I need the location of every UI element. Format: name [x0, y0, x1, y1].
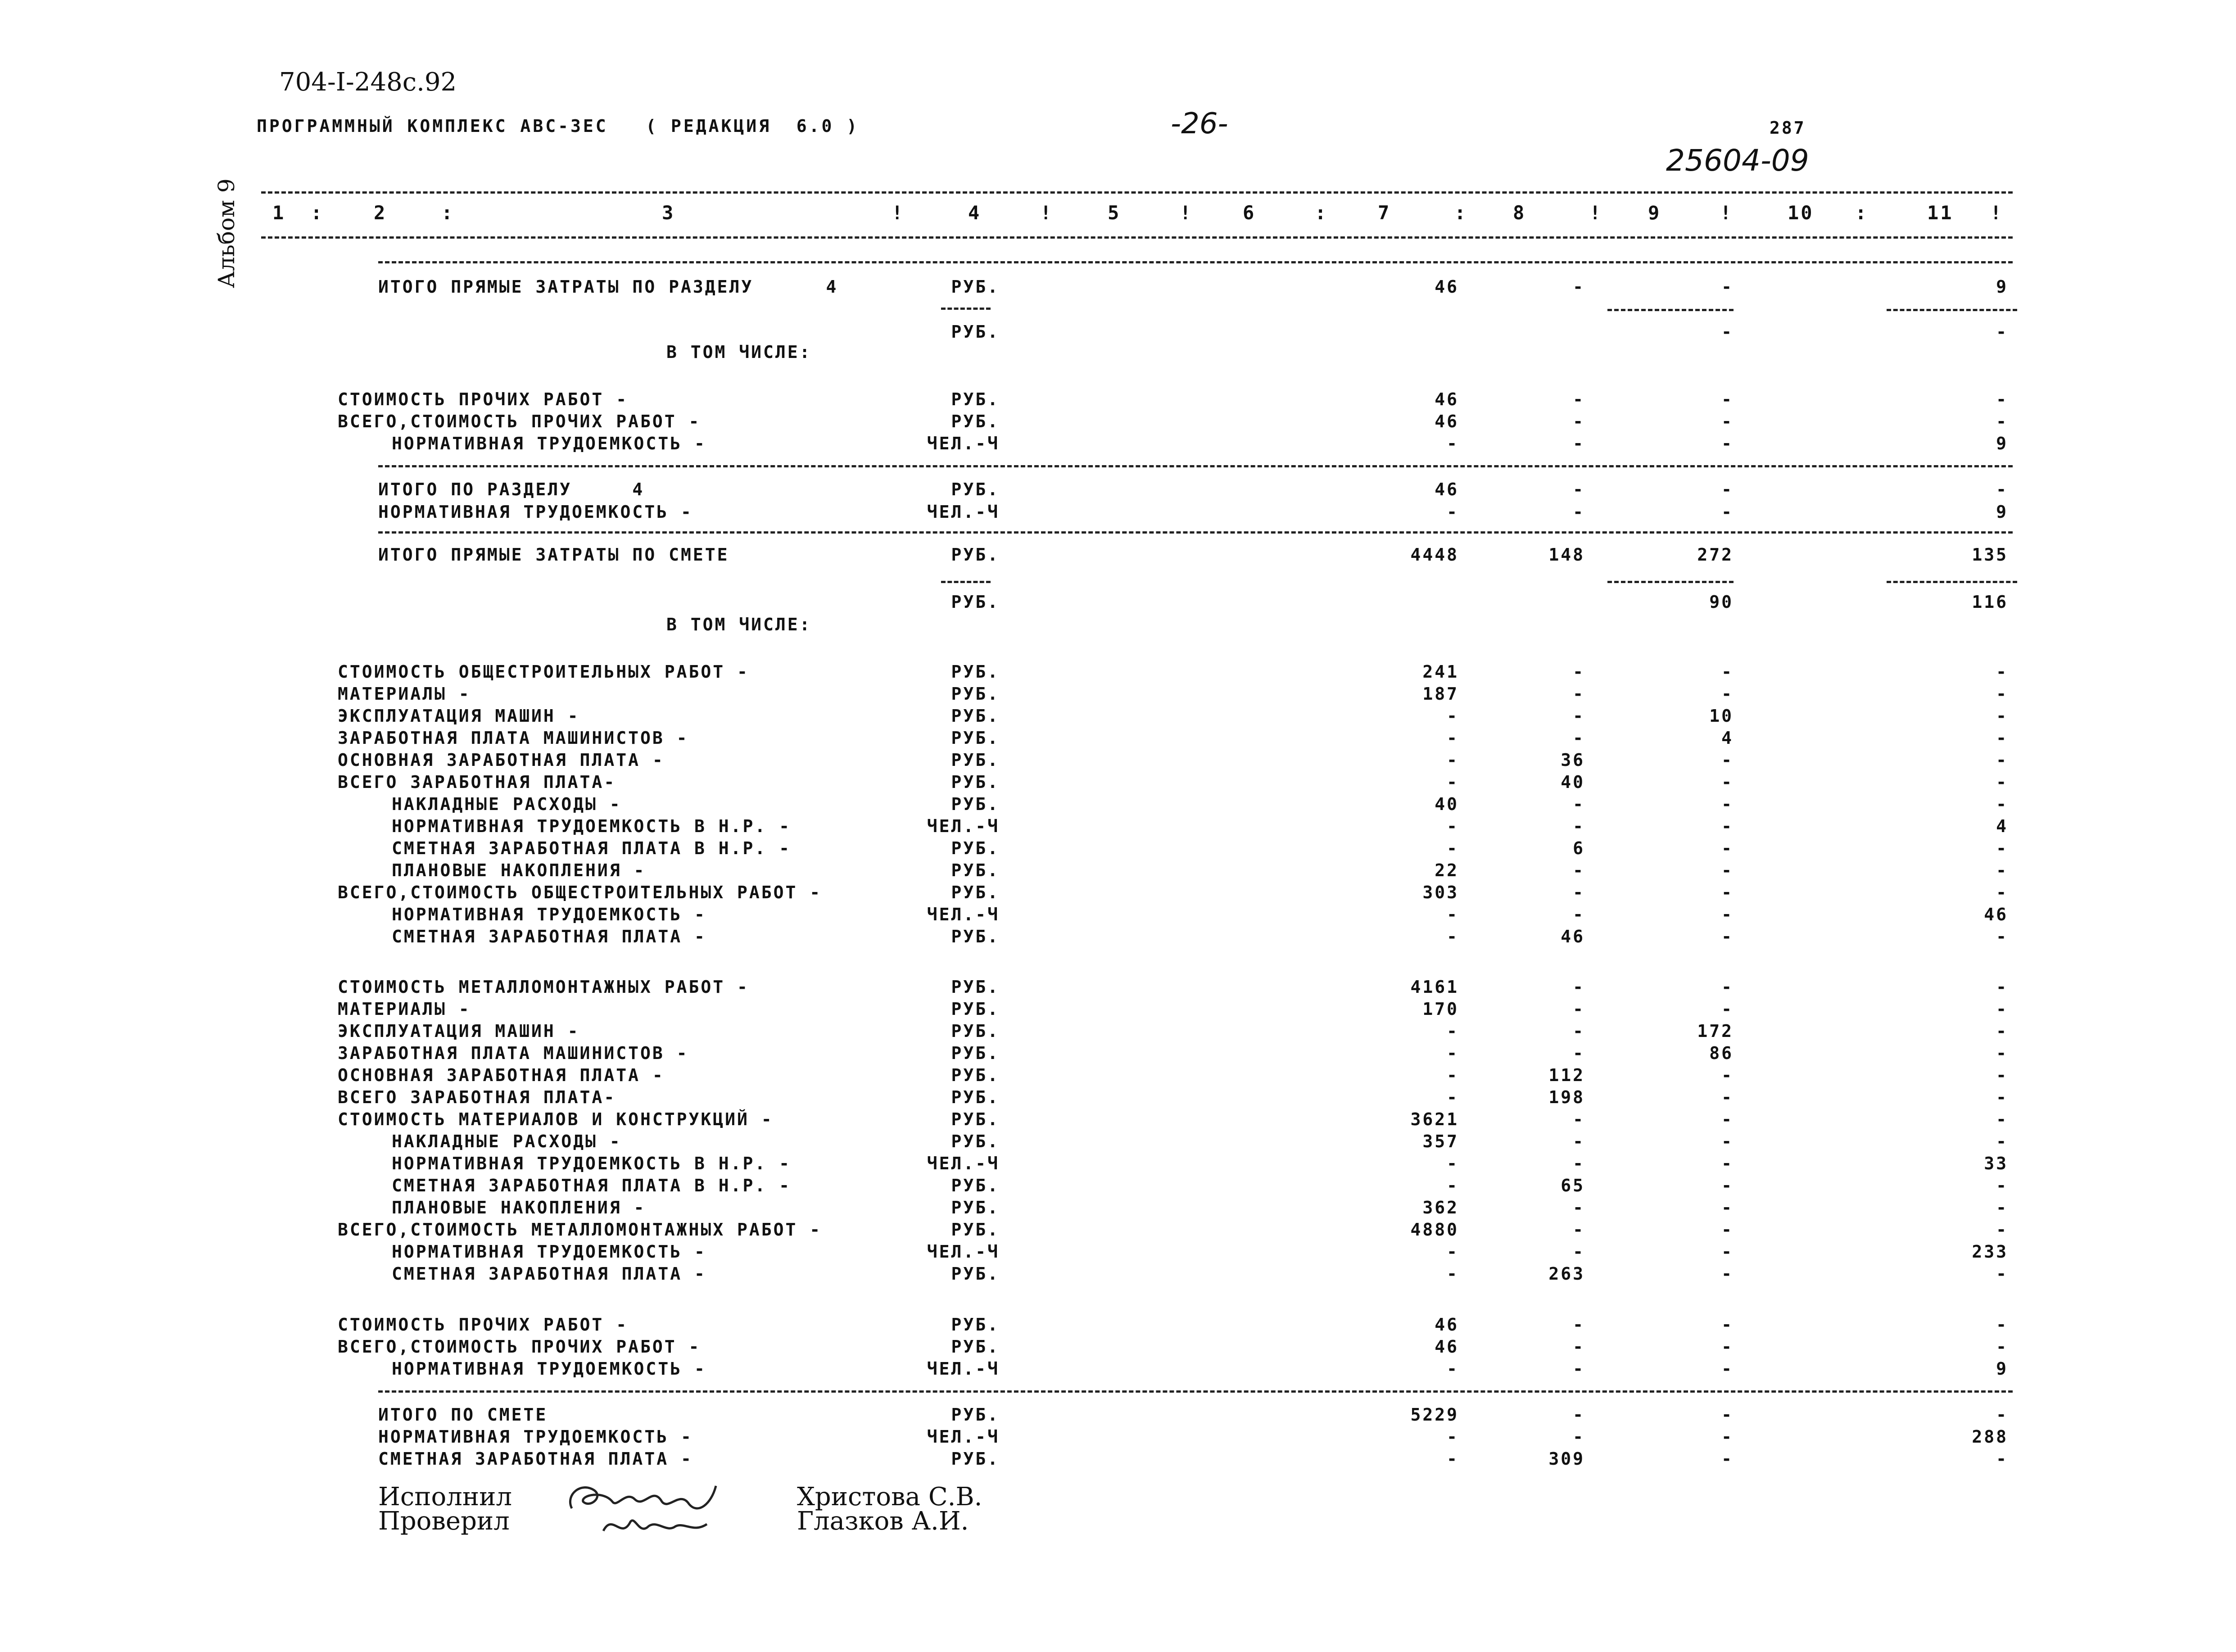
cell-col8: 6	[1573, 838, 1585, 858]
column-number: 8	[1513, 202, 1526, 224]
row-label: ЭКСПЛУАТАЦИЯ МАШИН -	[338, 706, 580, 726]
cell-col7: -	[1447, 1427, 1459, 1447]
row-unit: РУБ.	[951, 1043, 1000, 1063]
column-number: 5	[1108, 202, 1121, 224]
cell-col8: -	[1573, 1405, 1585, 1425]
row-unit: ЧЕЛ.-Ч	[927, 1427, 1000, 1447]
row-unit: РУБ.	[951, 592, 1000, 612]
cell-col11: -	[1996, 999, 2008, 1019]
column-number: 6	[1243, 202, 1256, 224]
cell-col7: -	[1447, 1043, 1459, 1063]
row-label: В ТОМ ЧИСЛЕ:	[666, 342, 812, 362]
cell-col7: 46	[1435, 389, 1459, 409]
cell-col7: -	[1447, 905, 1459, 924]
cell-col11: -	[1996, 1176, 2008, 1195]
cell-col11: -	[1996, 1337, 2008, 1357]
cell-col11: -	[1996, 1087, 2008, 1107]
row-unit: РУБ.	[951, 1449, 1000, 1469]
row-label: ИТОГО ПО СМЕТЕ	[378, 1405, 548, 1425]
cell-col7: -	[1447, 1449, 1459, 1469]
cell-col9: -	[1721, 1109, 1734, 1129]
performed-label: Исполнил	[378, 1482, 512, 1512]
cell-col7: -	[1447, 434, 1459, 453]
column-number: 9	[1648, 202, 1661, 224]
row-unit: РУБ.	[951, 277, 1000, 297]
cell-col11: -	[1996, 706, 2008, 726]
cell-col11: -	[1996, 412, 2008, 431]
row-label: СМЕТНАЯ ЗАРАБОТНАЯ ПЛАТА -	[378, 1449, 693, 1469]
checked-name: Глазков А.И.	[797, 1507, 969, 1536]
row-label: СМЕТНАЯ ЗАРАБОТНАЯ ПЛАТА В Н.Р. -	[392, 838, 791, 858]
row-label: ОСНОВНАЯ ЗАРАБОТНАЯ ПЛАТА -	[338, 1065, 665, 1085]
cell-col8: -	[1573, 1132, 1585, 1151]
cell-col7: -	[1447, 706, 1459, 726]
cell-col8: 36	[1561, 750, 1585, 770]
row-unit: ЧЕЛ.-Ч	[927, 434, 1000, 453]
cell-col8: -	[1573, 706, 1585, 726]
document-code: 704-I-248c.92	[279, 68, 457, 97]
cell-col8: -	[1573, 1198, 1585, 1218]
album-label: Альбом 9	[213, 178, 240, 288]
column-separator: :	[1315, 202, 1328, 224]
cell-col8: -	[1573, 1315, 1585, 1335]
cell-col7: -	[1447, 750, 1459, 770]
cell-col8: 112	[1548, 1065, 1585, 1085]
row-unit: РУБ.	[951, 1198, 1000, 1218]
row-unit: ЧЕЛ.-Ч	[927, 905, 1000, 924]
column-separator: :	[1855, 202, 1869, 224]
row-label: СМЕТНАЯ ЗАРАБОТНАЯ ПЛАТА В Н.Р. -	[392, 1176, 791, 1195]
row-unit: РУБ.	[951, 1087, 1000, 1107]
row-label: ВСЕГО ЗАРАБОТНАЯ ПЛАТА-	[338, 1087, 616, 1107]
cell-col7: 357	[1422, 1132, 1459, 1151]
cell-col8: -	[1573, 277, 1585, 297]
cell-col11: -	[1996, 1315, 2008, 1335]
cell-col9: -	[1721, 1337, 1734, 1357]
cell-col11: -	[1996, 728, 2008, 748]
row-label: НОРМАТИВНАЯ ТРУДОЕМКОСТЬ -	[392, 434, 706, 453]
cell-col9: -	[1721, 322, 1734, 342]
row-unit: РУБ.	[951, 838, 1000, 858]
cell-col9: -	[1721, 816, 1734, 836]
row-label: НОРМАТИВНАЯ ТРУДОЕМКОСТЬ -	[378, 1427, 693, 1447]
row-label: НОРМАТИВНАЯ ТРУДОЕМКОСТЬ -	[378, 502, 693, 522]
cell-col9: -	[1721, 1405, 1734, 1425]
row-unit: РУБ.	[951, 1220, 1000, 1240]
row-label: НАКЛАДНЫЕ РАСХОДЫ -	[392, 1132, 622, 1151]
performed-name: Христова С.В.	[797, 1482, 982, 1512]
cell-col9: -	[1721, 480, 1734, 499]
cell-col9: -	[1721, 1198, 1734, 1218]
cell-col8: 309	[1548, 1449, 1585, 1469]
row-label: ИТОГО ПРЯМЫЕ ЗАТРАТЫ ПО СМЕТЕ	[378, 545, 729, 565]
cell-col9: -	[1721, 794, 1734, 814]
row-label: НАКЛАДНЫЕ РАСХОДЫ -	[392, 794, 622, 814]
cell-col9: -	[1721, 1315, 1734, 1335]
sheet-number: 287	[1770, 118, 1806, 138]
cell-col7: -	[1447, 502, 1459, 522]
cell-col8: 263	[1548, 1264, 1585, 1284]
column-separator: !	[1589, 202, 1603, 224]
subtotal-underline	[941, 308, 991, 310]
cell-col8: -	[1573, 684, 1585, 704]
section-rule	[378, 1390, 2013, 1393]
cell-col9: -	[1721, 927, 1734, 946]
cell-col11: -	[1996, 1449, 2008, 1469]
cell-col7: -	[1447, 1359, 1459, 1379]
cell-col8: -	[1573, 1359, 1585, 1379]
column-number: 7	[1378, 202, 1391, 224]
cell-col11: -	[1996, 772, 2008, 792]
cell-col7: 46	[1435, 1315, 1459, 1335]
column-separator: :	[1454, 202, 1468, 224]
cell-col7: 241	[1422, 662, 1459, 682]
cell-col9: -	[1721, 1132, 1734, 1151]
row-unit: РУБ.	[951, 1405, 1000, 1425]
row-unit: ЧЕЛ.-Ч	[927, 502, 1000, 522]
row-unit: РУБ.	[951, 480, 1000, 499]
cell-col7: 187	[1422, 684, 1459, 704]
cell-col7: -	[1447, 838, 1459, 858]
subtotal-underline	[941, 581, 991, 583]
row-unit: РУБ.	[951, 1264, 1000, 1284]
row-label: СТОИМОСТЬ ОБЩЕСТРОИТЕЛЬНЫХ РАБОТ -	[338, 662, 749, 682]
row-label: МАТЕРИАЛЫ -	[338, 999, 471, 1019]
row-unit: РУБ.	[951, 883, 1000, 902]
cell-col8: 40	[1561, 772, 1585, 792]
cell-col9: -	[1721, 1220, 1734, 1240]
cell-col11: -	[1996, 927, 2008, 946]
row-unit: ЧЕЛ.-Ч	[927, 816, 1000, 836]
cell-col7: 46	[1435, 1337, 1459, 1357]
cell-col11: -	[1996, 480, 2008, 499]
cell-col7: 170	[1422, 999, 1459, 1019]
row-label: ИТОГО ПРЯМЫЕ ЗАТРАТЫ ПО РАЗДЕЛУ 4	[378, 277, 838, 297]
cell-col7: -	[1447, 927, 1459, 946]
cell-col8: -	[1573, 662, 1585, 682]
cell-col8: -	[1573, 412, 1585, 431]
row-label: НОРМАТИВНАЯ ТРУДОЕМКОСТЬ -	[392, 1242, 706, 1262]
row-label: СМЕТНАЯ ЗАРАБОТНАЯ ПЛАТА -	[392, 1264, 706, 1284]
cell-col8: -	[1573, 1242, 1585, 1262]
row-label: МАТЕРИАЛЫ -	[338, 684, 471, 704]
cell-col9: -	[1721, 502, 1734, 522]
row-unit: РУБ.	[951, 1132, 1000, 1151]
subtotal-underline	[1887, 581, 2017, 583]
row-unit: РУБ.	[951, 1021, 1000, 1041]
row-unit: РУБ.	[951, 1176, 1000, 1195]
section-rule	[378, 531, 2013, 534]
cell-col7: 362	[1422, 1198, 1459, 1218]
cell-col11: 9	[1996, 502, 2008, 522]
stamp-number: 25604-09	[1666, 143, 1809, 178]
row-label: В ТОМ ЧИСЛЕ:	[666, 615, 812, 634]
cell-col9: -	[1721, 1154, 1734, 1173]
column-number: 4	[968, 202, 982, 224]
cell-col11: 135	[1972, 545, 2008, 565]
cell-col11: 4	[1996, 816, 2008, 836]
row-unit: РУБ.	[951, 1065, 1000, 1085]
cell-col7: -	[1447, 1264, 1459, 1284]
cell-col9: -	[1721, 977, 1734, 997]
cell-col11: -	[1996, 883, 2008, 902]
cell-col11: -	[1996, 1405, 2008, 1425]
row-label: ВСЕГО,СТОИМОСТЬ МЕТАЛЛОМОНТАЖНЫХ РАБОТ -	[338, 1220, 822, 1240]
cell-col7: 40	[1435, 794, 1459, 814]
column-number: 1	[272, 202, 286, 224]
column-number: 10	[1788, 202, 1814, 224]
cell-col9: -	[1721, 662, 1734, 682]
cell-col11: 9	[1996, 434, 2008, 453]
cell-col7: 46	[1435, 412, 1459, 431]
page-number: -26-	[1171, 107, 1228, 140]
cell-col7: -	[1447, 1021, 1459, 1041]
row-unit: РУБ.	[951, 1315, 1000, 1335]
cell-col11: -	[1996, 1065, 2008, 1085]
column-separator: :	[441, 202, 455, 224]
cell-col9: -	[1721, 434, 1734, 453]
cell-col8: -	[1573, 502, 1585, 522]
cell-col9: -	[1721, 838, 1734, 858]
cell-col9: -	[1721, 750, 1734, 770]
cell-col11: -	[1996, 662, 2008, 682]
row-label: ИТОГО ПО РАЗДЕЛУ 4	[378, 480, 645, 499]
row-label: НОРМАТИВНАЯ ТРУДОЕМКОСТЬ В Н.Р. -	[392, 1154, 791, 1173]
row-unit: РУБ.	[951, 706, 1000, 726]
cell-col8: -	[1573, 794, 1585, 814]
header-top-rule	[261, 191, 2013, 194]
cell-col7: -	[1447, 1242, 1459, 1262]
column-separator: !	[1990, 202, 2004, 224]
cell-col8: 148	[1548, 545, 1585, 565]
cell-col11: -	[1996, 1264, 2008, 1284]
cell-col8: -	[1573, 977, 1585, 997]
cell-col7: -	[1447, 772, 1459, 792]
column-separator: !	[1180, 202, 1193, 224]
cell-col11: -	[1996, 1198, 2008, 1218]
program-header: ПРОГРАММНЫЙ КОМПЛЕКС АВС-3ЕС ( РЕДАКЦИЯ 6.0 )	[257, 116, 860, 136]
cell-col11: -	[1996, 794, 2008, 814]
cell-col9: -	[1721, 389, 1734, 409]
cell-col7: 4880	[1410, 1220, 1459, 1240]
row-unit: РУБ.	[951, 545, 1000, 565]
cell-col7: 22	[1435, 860, 1459, 880]
row-label: ВСЕГО,СТОИМОСТЬ ПРОЧИХ РАБОТ -	[338, 1337, 701, 1357]
row-unit: РУБ.	[951, 662, 1000, 682]
column-number: 11	[1927, 202, 1954, 224]
cell-col8: -	[1573, 389, 1585, 409]
cell-col9: 272	[1697, 545, 1734, 565]
subtotal-underline	[1607, 581, 1734, 583]
cell-col9: -	[1721, 1087, 1734, 1107]
cell-col8: -	[1573, 860, 1585, 880]
cell-col8: -	[1573, 1021, 1585, 1041]
column-separator: :	[311, 202, 324, 224]
cell-col7: 3621	[1410, 1109, 1459, 1129]
cell-col8: 198	[1548, 1087, 1585, 1107]
header-bottom-rule	[261, 236, 2013, 239]
cell-col9: -	[1721, 883, 1734, 902]
cell-col9: 90	[1709, 592, 1734, 612]
cell-col7: 303	[1422, 883, 1459, 902]
column-separator: !	[1040, 202, 1054, 224]
row-unit: РУБ.	[951, 977, 1000, 997]
cell-col9: -	[1721, 1359, 1734, 1379]
cell-col11: -	[1996, 860, 2008, 880]
row-unit: РУБ.	[951, 927, 1000, 946]
cell-col9: -	[1721, 1242, 1734, 1262]
cell-col11: -	[1996, 1021, 2008, 1041]
cell-col8: -	[1573, 1337, 1585, 1357]
cell-col8: -	[1573, 434, 1585, 453]
cell-col9: -	[1721, 412, 1734, 431]
cell-col11: 9	[1996, 277, 2008, 297]
cell-col7: -	[1447, 1154, 1459, 1173]
cell-col9: -	[1721, 1065, 1734, 1085]
row-unit: РУБ.	[951, 999, 1000, 1019]
row-unit: РУБ.	[951, 389, 1000, 409]
cell-col8: -	[1573, 1043, 1585, 1063]
row-unit: ЧЕЛ.-Ч	[927, 1242, 1000, 1262]
row-label: СТОИМОСТЬ ПРОЧИХ РАБОТ -	[338, 1315, 629, 1335]
cell-col11: -	[1996, 389, 2008, 409]
cell-col9: -	[1721, 905, 1734, 924]
column-number: 3	[662, 202, 675, 224]
cell-col7: 5229	[1410, 1405, 1459, 1425]
row-label: НОРМАТИВНАЯ ТРУДОЕМКОСТЬ -	[392, 905, 706, 924]
column-number: 2	[374, 202, 387, 224]
row-unit: РУБ.	[951, 412, 1000, 431]
cell-col7: -	[1447, 816, 1459, 836]
cell-col9: -	[1721, 999, 1734, 1019]
cell-col8: 46	[1561, 927, 1585, 946]
row-unit: РУБ.	[951, 750, 1000, 770]
row-label: СТОИМОСТЬ МАТЕРИАЛОВ И КОНСТРУКЦИЙ -	[338, 1109, 774, 1129]
row-label: ВСЕГО,СТОИМОСТЬ ОБЩЕСТРОИТЕЛЬНЫХ РАБОТ -	[338, 883, 822, 902]
cell-col9: -	[1721, 860, 1734, 880]
cell-col9: -	[1721, 1264, 1734, 1284]
cell-col9: 86	[1709, 1043, 1734, 1063]
cell-col9: -	[1721, 1449, 1734, 1469]
cell-col7: -	[1447, 728, 1459, 748]
signature-mark	[599, 1508, 716, 1544]
row-label: ЗАРАБОТНАЯ ПЛАТА МАШИНИСТОВ -	[338, 728, 689, 748]
cell-col11: 288	[1972, 1427, 2008, 1447]
cell-col9: -	[1721, 684, 1734, 704]
cell-col9: -	[1721, 1427, 1734, 1447]
cell-col8: 65	[1561, 1176, 1585, 1195]
cell-col9: 172	[1697, 1021, 1734, 1041]
checked-label: Проверил	[378, 1507, 510, 1536]
row-label: СМЕТНАЯ ЗАРАБОТНАЯ ПЛАТА -	[392, 927, 706, 946]
subtotal-underline	[1607, 309, 1734, 311]
cell-col9: -	[1721, 277, 1734, 297]
row-label: НОРМАТИВНАЯ ТРУДОЕМКОСТЬ -	[392, 1359, 706, 1379]
row-unit: ЧЕЛ.-Ч	[927, 1359, 1000, 1379]
cell-col11: -	[1996, 1043, 2008, 1063]
cell-col8: -	[1573, 728, 1585, 748]
row-label: ЗАРАБОТНАЯ ПЛАТА МАШИНИСТОВ -	[338, 1043, 689, 1063]
cell-col11: -	[1996, 1220, 2008, 1240]
cell-col8: -	[1573, 1109, 1585, 1129]
cell-col11: -	[1996, 750, 2008, 770]
cell-col7: 4448	[1410, 545, 1459, 565]
cell-col8: -	[1573, 1154, 1585, 1173]
cell-col11: -	[1996, 1109, 2008, 1129]
row-label: ВСЕГО,СТОИМОСТЬ ПРОЧИХ РАБОТ -	[338, 412, 701, 431]
row-unit: РУБ.	[951, 860, 1000, 880]
row-unit: РУБ.	[951, 684, 1000, 704]
row-unit: РУБ.	[951, 794, 1000, 814]
cell-col11: -	[1996, 1132, 2008, 1151]
row-label: НОРМАТИВНАЯ ТРУДОЕМКОСТЬ В Н.Р. -	[392, 816, 791, 836]
cell-col11: -	[1996, 838, 2008, 858]
cell-col11: 46	[1984, 905, 2008, 924]
row-unit: ЧЕЛ.-Ч	[927, 1154, 1000, 1173]
row-label: ОСНОВНАЯ ЗАРАБОТНАЯ ПЛАТА -	[338, 750, 665, 770]
row-unit: РУБ.	[951, 728, 1000, 748]
header-under-rule	[378, 261, 2013, 263]
cell-col11: 33	[1984, 1154, 2008, 1173]
row-label: СТОИМОСТЬ ПРОЧИХ РАБОТ -	[338, 389, 629, 409]
row-label: ПЛАНОВЫЕ НАКОПЛЕНИЯ -	[392, 1198, 646, 1218]
cell-col7: -	[1447, 1065, 1459, 1085]
cell-col11: 9	[1996, 1359, 2008, 1379]
row-unit: РУБ.	[951, 1109, 1000, 1129]
row-unit: РУБ.	[951, 322, 1000, 342]
section-rule	[378, 465, 2013, 467]
cell-col7: -	[1447, 1176, 1459, 1195]
cell-col7: -	[1447, 1087, 1459, 1107]
row-unit: РУБ.	[951, 772, 1000, 792]
cell-col11: -	[1996, 977, 2008, 997]
row-label: ЭКСПЛУАТАЦИЯ МАШИН -	[338, 1021, 580, 1041]
cell-col8: -	[1573, 905, 1585, 924]
cell-col8: -	[1573, 1220, 1585, 1240]
cell-col11: 233	[1972, 1242, 2008, 1262]
column-number-header	[261, 202, 2017, 233]
cell-col7: 46	[1435, 277, 1459, 297]
row-unit: РУБ.	[951, 1337, 1000, 1357]
cell-col9: 10	[1709, 706, 1734, 726]
row-label: ВСЕГО ЗАРАБОТНАЯ ПЛАТА-	[338, 772, 616, 792]
cell-col11: -	[1996, 684, 2008, 704]
cell-col8: -	[1573, 1427, 1585, 1447]
cell-col8: -	[1573, 883, 1585, 902]
row-label: СТОИМОСТЬ МЕТАЛЛОМОНТАЖНЫХ РАБОТ -	[338, 977, 749, 997]
cell-col9: 4	[1721, 728, 1734, 748]
cell-col8: -	[1573, 999, 1585, 1019]
row-label: ПЛАНОВЫЕ НАКОПЛЕНИЯ -	[392, 860, 646, 880]
cell-col8: -	[1573, 480, 1585, 499]
cell-col9: -	[1721, 772, 1734, 792]
cell-col9: -	[1721, 1176, 1734, 1195]
cell-col7: 4161	[1410, 977, 1459, 997]
cell-col11: -	[1996, 322, 2008, 342]
column-separator: !	[1720, 202, 1734, 224]
cell-col7: 46	[1435, 480, 1459, 499]
column-separator: !	[892, 202, 905, 224]
cell-col8: -	[1573, 816, 1585, 836]
cell-col11: 116	[1972, 592, 2008, 612]
subtotal-underline	[1887, 309, 2017, 311]
